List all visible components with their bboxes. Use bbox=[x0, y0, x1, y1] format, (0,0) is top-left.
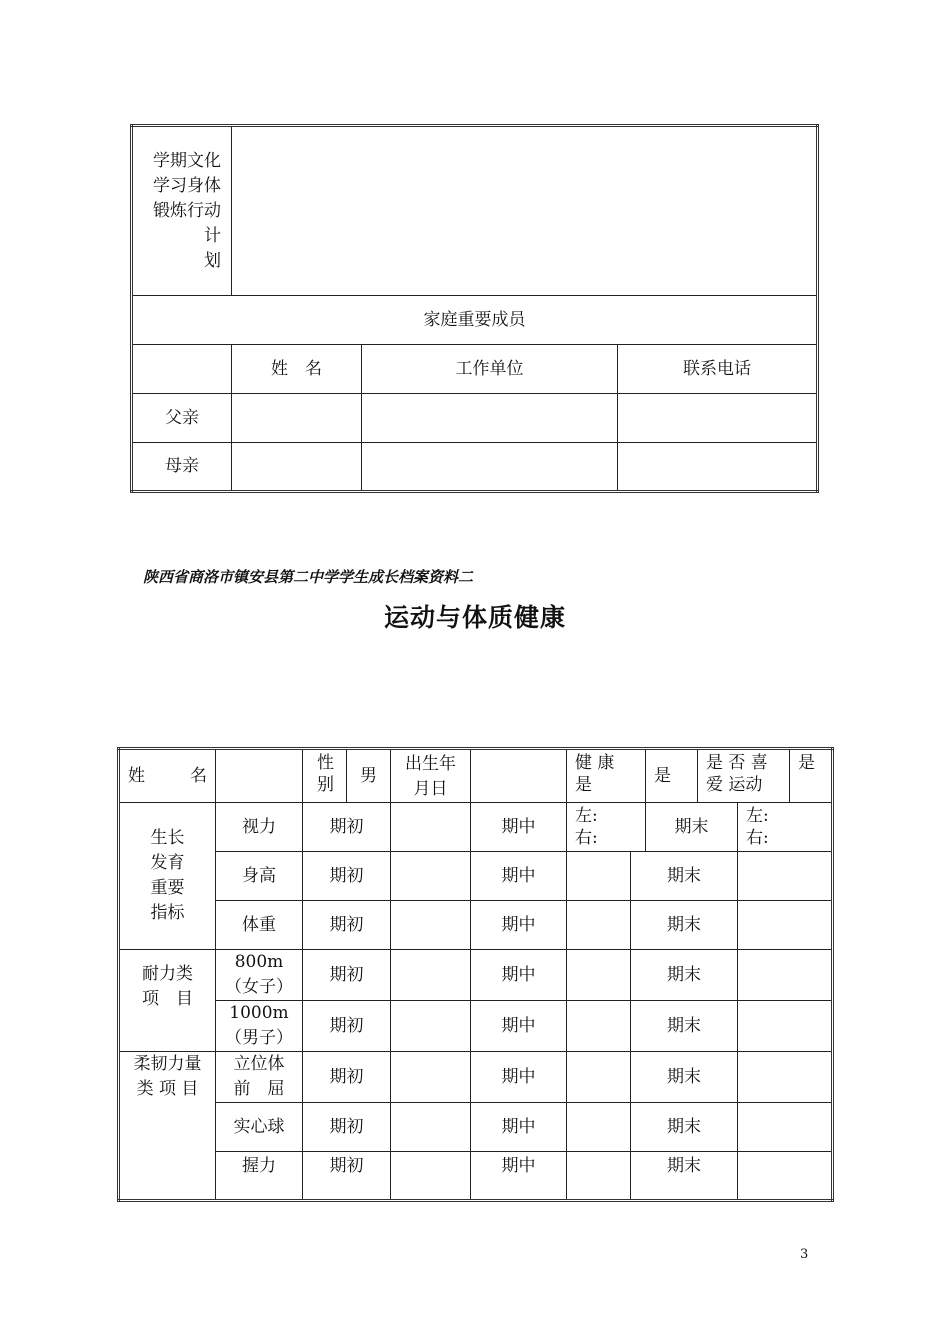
health-label: 健 康 是 bbox=[567, 749, 646, 803]
family-row-mother: 母亲 bbox=[132, 443, 232, 492]
ball-end-cell[interactable] bbox=[738, 1103, 833, 1152]
fitness-table bbox=[117, 747, 834, 1202]
birth-value-cell[interactable] bbox=[471, 749, 567, 803]
grip-term-start: 期初 bbox=[303, 1152, 391, 1201]
plan-label-line: 计 bbox=[204, 225, 221, 246]
weight-start-cell[interactable] bbox=[391, 901, 471, 950]
family-col-blank bbox=[132, 345, 232, 394]
run1000-mid-cell[interactable] bbox=[567, 1001, 631, 1052]
weight-label: 体重 bbox=[216, 901, 303, 950]
height-mid-cell[interactable] bbox=[567, 852, 631, 901]
plan-label-line: 锻炼行动 bbox=[153, 200, 221, 221]
run800-start-cell[interactable] bbox=[391, 950, 471, 1001]
height-term-mid: 期中 bbox=[471, 852, 567, 901]
vision-term-start: 期初 bbox=[303, 803, 391, 852]
run1000-term-mid: 期中 bbox=[471, 1001, 567, 1052]
sit-reach-label: 立位体 前 屈 bbox=[216, 1052, 303, 1103]
sit-reach-term-start: 期初 bbox=[303, 1052, 391, 1103]
run800-term-start: 期初 bbox=[303, 950, 391, 1001]
grip-term-end: 期末 bbox=[631, 1152, 738, 1201]
page-number: 3 bbox=[800, 1247, 809, 1262]
height-label: 身高 bbox=[216, 852, 303, 901]
birth-label: 出生年月日 bbox=[391, 749, 471, 803]
run1000-end-cell[interactable] bbox=[738, 1001, 833, 1052]
father-phone-cell[interactable] bbox=[618, 394, 818, 443]
weight-term-mid: 期中 bbox=[471, 901, 567, 950]
sit-reach-mid-cell[interactable] bbox=[567, 1052, 631, 1103]
family-col-name: 姓 名 bbox=[232, 345, 362, 394]
plan-family-table bbox=[130, 124, 819, 493]
sit-reach-start-cell[interactable] bbox=[391, 1052, 471, 1103]
vision-start-cell[interactable] bbox=[391, 803, 471, 852]
plan-label-line: 学期文化 bbox=[153, 150, 221, 171]
vision-term-mid: 期中 bbox=[471, 803, 567, 852]
father-work-cell[interactable] bbox=[362, 394, 618, 443]
run1000-label: 1000m （男子） bbox=[216, 1001, 303, 1052]
grip-end-cell[interactable] bbox=[738, 1152, 833, 1201]
vision-end-cell[interactable]: 左: 右: bbox=[738, 803, 833, 852]
gender-value: 男 bbox=[347, 749, 391, 803]
sport-label: 是 否 喜 爱 运动 bbox=[698, 749, 790, 803]
ball-term-end: 期末 bbox=[631, 1103, 738, 1152]
grip-term-mid: 期中 bbox=[471, 1152, 567, 1201]
run1000-term-start: 期初 bbox=[303, 1001, 391, 1052]
plan-content-cell[interactable] bbox=[232, 126, 818, 296]
series-title: 陕西省商洛市镇安县第二中学学生成长档案资料二 bbox=[143, 568, 474, 586]
doc-title: 运动与体质健康 bbox=[383, 603, 566, 632]
ball-start-cell[interactable] bbox=[391, 1103, 471, 1152]
grip-mid-cell[interactable] bbox=[567, 1152, 631, 1201]
height-term-start: 期初 bbox=[303, 852, 391, 901]
sit-reach-end-cell[interactable] bbox=[738, 1052, 833, 1103]
height-end-cell[interactable] bbox=[738, 852, 833, 901]
ball-label: 实心球 bbox=[216, 1103, 303, 1152]
grip-start-cell[interactable] bbox=[391, 1152, 471, 1201]
sit-reach-term-end: 期末 bbox=[631, 1052, 738, 1103]
name-value-cell[interactable] bbox=[216, 749, 303, 803]
run800-mid-cell[interactable] bbox=[567, 950, 631, 1001]
endurance-group-label: 耐力类 项 目 bbox=[119, 950, 216, 1052]
height-start-cell[interactable] bbox=[391, 852, 471, 901]
vision-label: 视力 bbox=[216, 803, 303, 852]
weight-end-cell[interactable] bbox=[738, 901, 833, 950]
plan-label-line: 划 bbox=[204, 250, 221, 271]
grip-label: 握力 bbox=[216, 1152, 303, 1201]
vision-term-end: 期末 bbox=[646, 803, 738, 852]
weight-term-start: 期初 bbox=[303, 901, 391, 950]
mother-name-cell[interactable] bbox=[232, 443, 362, 492]
family-row-father: 父亲 bbox=[132, 394, 232, 443]
growth-group-label: 生长 发育 重要 指标 bbox=[119, 803, 216, 950]
family-header: 家庭重要成员 bbox=[132, 296, 818, 345]
weight-mid-cell[interactable] bbox=[567, 901, 631, 950]
ball-term-start: 期初 bbox=[303, 1103, 391, 1152]
ball-term-mid: 期中 bbox=[471, 1103, 567, 1152]
run800-end-cell[interactable] bbox=[738, 950, 833, 1001]
ball-mid-cell[interactable] bbox=[567, 1103, 631, 1152]
run800-label: 800m （女子） bbox=[216, 950, 303, 1001]
mother-work-cell[interactable] bbox=[362, 443, 618, 492]
run800-term-end: 期末 bbox=[631, 950, 738, 1001]
flex-group-label: 柔韧力量 类 项 目 bbox=[119, 1052, 216, 1201]
family-col-phone: 联系电话 bbox=[618, 345, 818, 394]
run800-term-mid: 期中 bbox=[471, 950, 567, 1001]
run1000-start-cell[interactable] bbox=[391, 1001, 471, 1052]
sit-reach-term-mid: 期中 bbox=[471, 1052, 567, 1103]
mother-phone-cell[interactable] bbox=[618, 443, 818, 492]
health-value: 是 bbox=[646, 749, 698, 803]
height-term-end: 期末 bbox=[631, 852, 738, 901]
run1000-term-end: 期末 bbox=[631, 1001, 738, 1052]
father-name-cell[interactable] bbox=[232, 394, 362, 443]
name-label: 姓 名 bbox=[119, 749, 216, 803]
plan-label bbox=[132, 126, 232, 296]
sport-value: 是 bbox=[790, 749, 833, 803]
plan-label-line: 学习身体 bbox=[153, 175, 221, 196]
gender-label: 性别 bbox=[303, 749, 347, 803]
vision-mid-cell[interactable]: 左: 右: bbox=[567, 803, 646, 852]
family-col-work: 工作单位 bbox=[362, 345, 618, 394]
weight-term-end: 期末 bbox=[631, 901, 738, 950]
